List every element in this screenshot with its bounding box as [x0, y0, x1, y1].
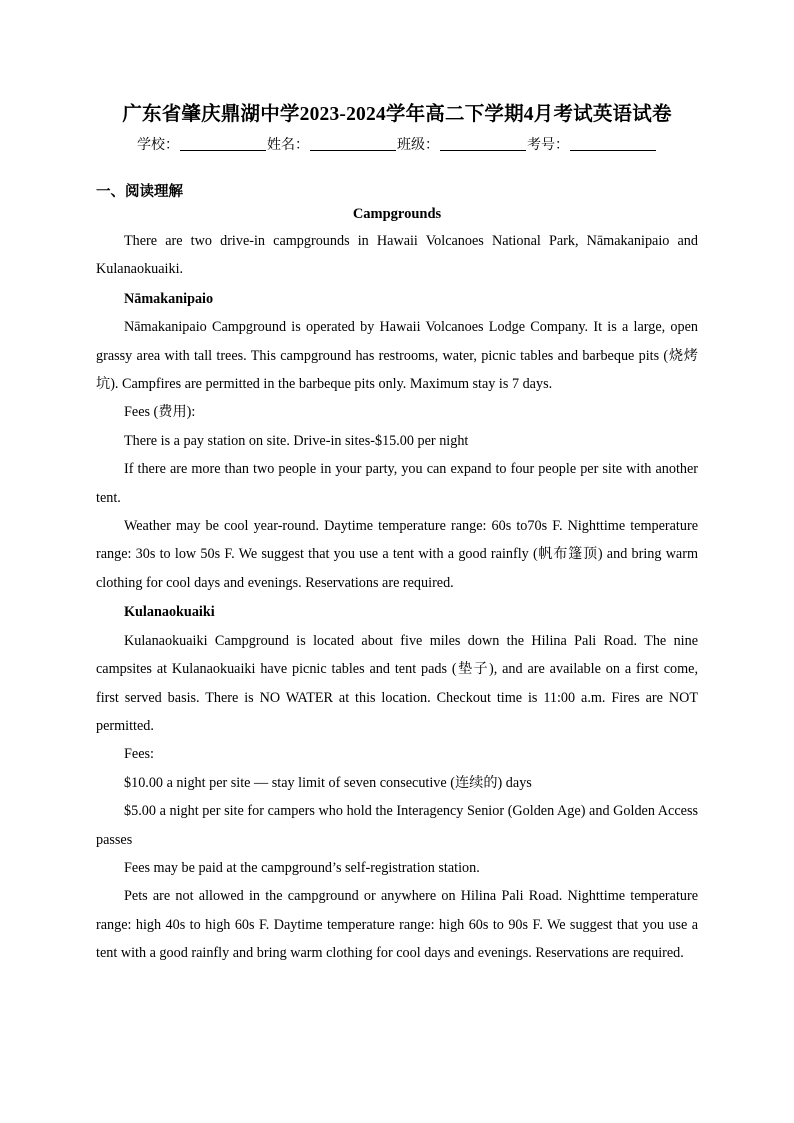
subheading-kulanaokuaiki: Kulanaokuaiki: [124, 604, 215, 621]
document-title: 广东省肇庆鼎湖中学2023-2024学年高二下学期4月考试英语试卷: [122, 104, 672, 125]
paragraph-namakanipaio-description: Nāmakanipaio Campground is operated by Hawaii Volcanoes Lodge Company. It is a large, open grassy area with tall trees. This campground has restrooms, water, picnic tables and barbeque pits (烧烤坑). Campfires are permitted in the barbeque pits only. Maximum stay is 7 days.: [96, 319, 698, 393]
paragraph-fee-payment: Fees may be paid at the campground’s self-registration station.: [124, 859, 480, 876]
paragraph-fee-standard: $10.00 a night per site — stay limit of seven consecutive (连续的) days: [124, 774, 532, 791]
paragraph-weather: Weather may be cool year-round. Daytime temperature range: 60s to70s F. Nighttime temperature range: 30s to low 50s F. We suggest that you use a tent with a good rainfly (帆布篷顶) and bring warm clothing for cool days and evenings. Reservations are required.: [96, 518, 698, 591]
paragraph-kulanaokuaiki-description: Kulanaokuaiki Campground is located about five miles down the Hilina Pali Road. The nine campsites at Kulanaokuaiki have picnic tables and tent pads (垫子), and are available on a first come, first served basis. There is NO WATER at this location. Checkout time is 11:00 a.m. Fires are NOT permitted.: [96, 632, 698, 734]
paragraph-pay-station: There is a pay station on site. Drive-in sites-$15.00 per night: [124, 432, 469, 449]
number-label: 考号：: [527, 137, 569, 153]
class-label: 班级：: [397, 137, 439, 153]
paragraph-fees-label-2: Fees:: [124, 746, 154, 763]
paragraph-party-size: If there are more than two people in your party, you can expand to four people per site with another tent.: [96, 461, 698, 506]
school-label: 学校：: [137, 137, 179, 153]
name-blank: [310, 136, 396, 151]
section-heading: 一、阅读理解: [96, 184, 183, 200]
subheading-namakanipaio: Nāmakanipaio: [124, 290, 214, 307]
paragraph-pets-weather: Pets are not allowed in the campground or anywhere on Hilina Pali Road. Nighttime temperature range: high 40s to high 60s F. Daytime temperature range: high 60s to 90s F. We suggest that you use a tent with a good rainfly and bring warm clothing for cool days and evenings. Reservations are required.: [96, 888, 698, 962]
paragraph-intro: There are two drive-in campgrounds in Hawaii Volcanoes National Park, Nāmakanipaio and Kulanaokuaiki.: [96, 233, 698, 278]
passage-title: Campgrounds: [352, 206, 442, 222]
class-blank: [440, 136, 526, 151]
passage-body: [96, 227, 698, 968]
school-blank: [180, 136, 266, 151]
paragraph-fees-label: Fees (费用):: [124, 404, 196, 421]
student-info-line: [0, 134, 794, 156]
paragraph-fee-senior: $5.00 a night per site for campers who hold the Interagency Senior (Golden Age) and Golden Access passes: [96, 803, 698, 848]
number-blank: [570, 136, 656, 151]
name-label: 姓名：: [267, 137, 309, 153]
